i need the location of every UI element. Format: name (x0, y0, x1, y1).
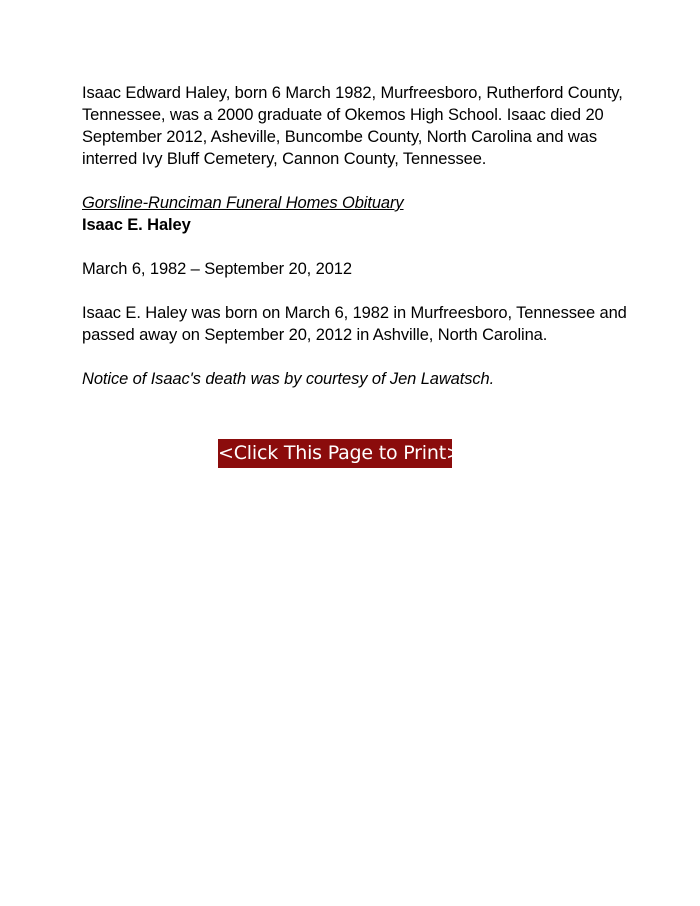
obituary-body-line: passed away on September 20, 2012 in Ashville, North Carolina. (82, 326, 548, 344)
obituary-body-line: Isaac E. Haley was born on March 6, 1982 in Murfreesboro, Tennessee and (82, 304, 627, 322)
biography-line: Isaac Edward Haley, born 6 March 1982, Murfreesboro, Rutherford County, (82, 84, 623, 102)
biography-paragraph (82, 82, 642, 170)
spacer (82, 236, 642, 258)
courtesy-note: Notice of Isaac's death was by courtesy of Jen Lawatsch. (82, 370, 495, 388)
print-page-button[interactable]: <Click This Page to Print> (218, 439, 452, 468)
spacer (82, 170, 642, 192)
spacer (82, 346, 642, 368)
obituary-dates: March 6, 1982 – September 20, 2012 (82, 260, 352, 278)
obituary-name-heading: Isaac E. Haley (82, 216, 191, 234)
spacer (82, 280, 642, 302)
document-page (82, 82, 642, 390)
obituary-source-link[interactable]: Gorsline-Runciman Funeral Homes Obituary (82, 194, 404, 212)
biography-line: interred Ivy Bluff Cemetery, Cannon County, Tennessee. (82, 150, 487, 168)
obituary-section (82, 192, 642, 346)
biography-line: September 2012, Asheville, Buncombe County, North Carolina and was (82, 128, 597, 146)
biography-line: Tennessee, was a 2000 graduate of Okemos High School. Isaac died 20 (82, 106, 604, 124)
